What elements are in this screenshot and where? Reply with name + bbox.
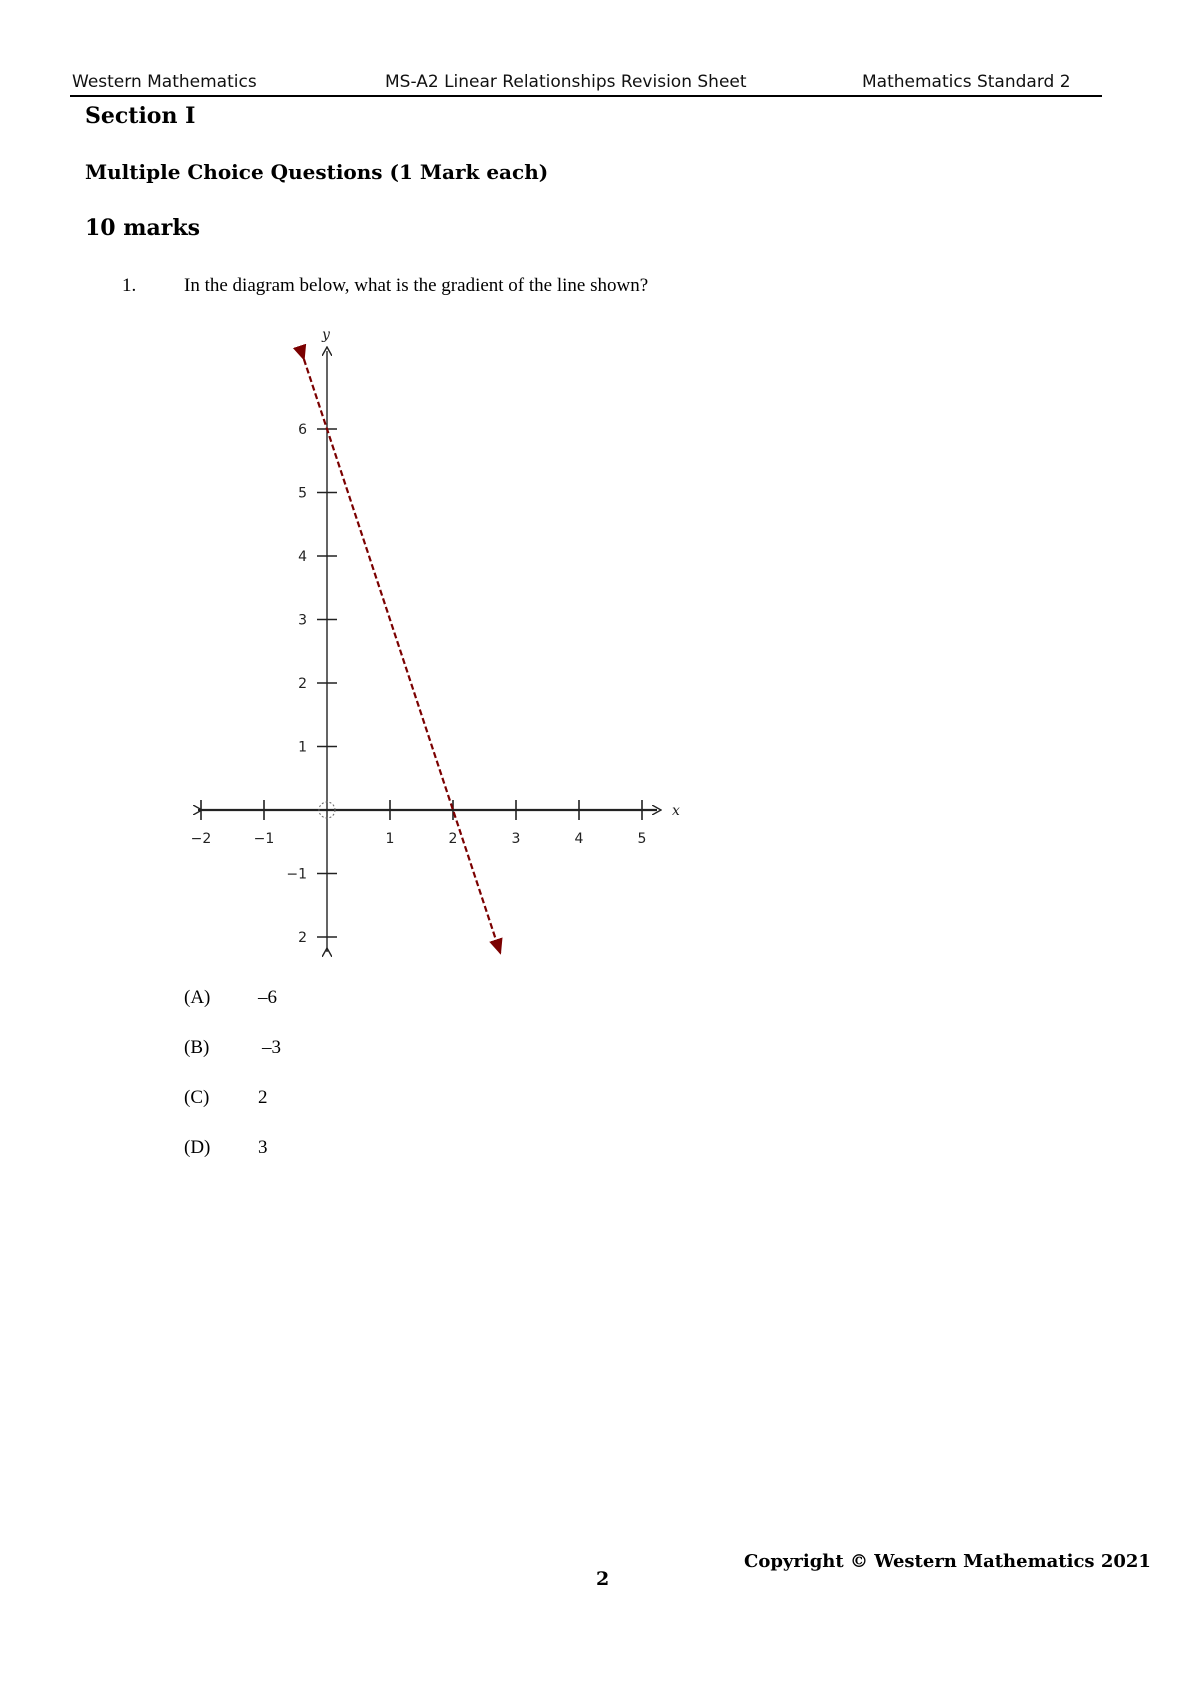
header-center: MS-A2 Linear Relationships Revision Sheet	[385, 72, 747, 92]
y-tick-label: 2	[298, 676, 307, 692]
page-number: 2	[596, 1568, 610, 1590]
y-axis-name: y	[322, 327, 330, 343]
y-tick-label: −1	[286, 866, 307, 883]
x-axis-name: x	[672, 803, 680, 819]
option-b-value: –3	[262, 1037, 281, 1058]
x-tick-label: 1	[385, 831, 395, 847]
header-left: Western Mathematics	[72, 72, 257, 92]
y-tick-label: 6	[298, 422, 307, 438]
x-tick-label: −2	[190, 831, 212, 847]
option-c-label[interactable]: (C)	[184, 1087, 210, 1108]
section-subtitle: Multiple Choice Questions (1 Mark each)	[85, 160, 549, 184]
option-b-label[interactable]: (B)	[184, 1037, 210, 1058]
y-tick-label: 3	[298, 612, 307, 629]
y-tick-label: 5	[298, 485, 307, 502]
question-text: In the diagram below, what is the gradient of the line shown?	[184, 275, 649, 296]
option-a-label[interactable]: (A)	[184, 987, 211, 1008]
y-tick-label: 2	[298, 930, 307, 946]
series-line	[304, 359, 500, 953]
y-tick-label: 4	[298, 549, 307, 565]
y-tick-label: 1	[298, 739, 307, 756]
x-tick-label: 2	[448, 831, 458, 847]
question-number: 1.	[122, 275, 137, 296]
section-title: Section I	[85, 103, 196, 129]
header-right: Mathematics Standard 2	[862, 72, 1071, 92]
x-tick-label: 5	[637, 831, 647, 847]
x-tick-label: 3	[511, 831, 521, 847]
section-marks: 10 marks	[85, 215, 201, 241]
option-d-value: 3	[258, 1137, 268, 1158]
option-c-value: 2	[258, 1087, 268, 1108]
copyright-notice: Copyright © Western Mathematics 2021	[744, 1551, 1151, 1572]
option-d-label[interactable]: (D)	[184, 1137, 211, 1158]
x-tick-label: −1	[253, 831, 275, 847]
option-a-value: –6	[258, 987, 277, 1008]
x-tick-label: 4	[574, 831, 584, 847]
